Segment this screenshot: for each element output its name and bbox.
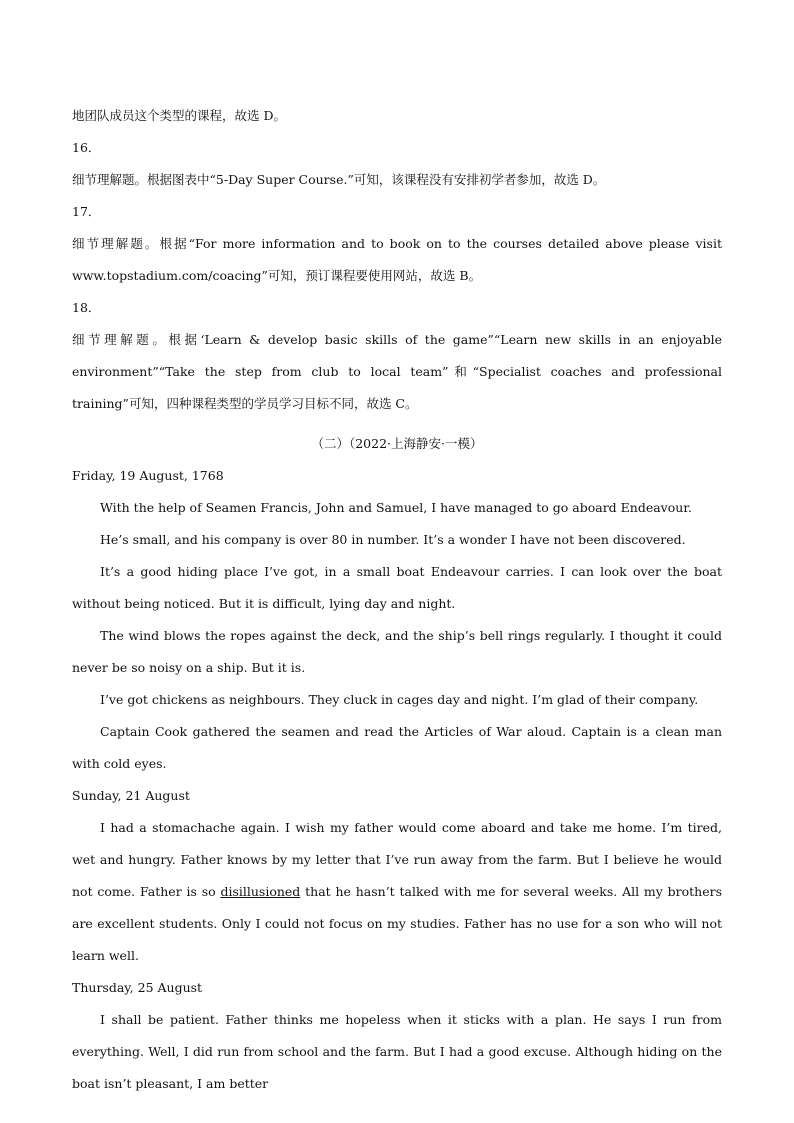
question-16-explanation: 细节理解题。根据图表中“5-Day Super Course.”可知，该课程没有安排初学者参加，故选 D。 xyxy=(72,172,606,187)
diary-paragraph-7 xyxy=(72,812,722,972)
diary-paragraph-1: With the help of Seamen Francis, John and Samuel, I have managed to go aboard Endeavour. xyxy=(100,500,692,515)
diary-paragraph-6: Captain Cook gathered the seamen and read the Articles of War aloud. Captain is a clean man with cold eyes. xyxy=(72,724,722,771)
question-16-number: 16． xyxy=(72,140,101,155)
question-18-number: 18． xyxy=(72,300,101,315)
diary-paragraph-4: The wind blows the ropes against the deck, and the ship’s bell rings regularly. I thought it could never be so noisy on a ship. But it is. xyxy=(72,628,722,675)
paragraph-7-end: that he hasn’t talked with me for several weeks. All my brothers are excellent students. Only I could not focus on my studies. Father has no use for a son who will not learn well. xyxy=(72,884,722,963)
paragraph-7-start: I had a stomachache again. I wish my father would come aboard and take me home. I’m tired, wet and hungry. Father knows by my letter that I’ve run away from the farm. But I believe he would not come. Father is so xyxy=(72,820,722,899)
document-page xyxy=(72,100,722,1100)
question-17-explanation: 细节理解题。根据“For more information and to book on to the courses detailed above please visit www.topstadium.com/coacing”可知，预订课程要使用网站，故选 B。 xyxy=(72,236,722,283)
answer-line-continuation: 地团队成员这个类型的课程，故选 D。 xyxy=(72,108,286,123)
diary-date-3: Thursday, 25 August xyxy=(72,980,203,995)
diary-paragraph-3: It’s a good hiding place I’ve got, in a small boat Endeavour carries. I can look over the boat without being noticed. But it is difficult, lying day and night. xyxy=(72,564,722,611)
diary-date-2: Sunday, 21 August xyxy=(72,788,190,803)
question-18-explanation: 细节理解题。根据‘Learn & develop basic skills of the game”“Learn new skills in an enjoyable environment”“Take the step from club to local team”和“Specialist coaches and professional training”可知，四种课程类型的学员学习目标不同，故选 C。 xyxy=(72,332,722,411)
diary-date-1: Friday, 19 August, 1768 xyxy=(72,468,224,483)
diary-paragraph-5: I’ve got chickens as neighbours. They cluck in cages day and night. I’m glad of their company. xyxy=(100,692,699,707)
diary-paragraph-8: I shall be patient. Father thinks me hopeless when it sticks with a plan. He says I run from everything. Well, I did run from school and the farm. But I had a good excuse. Although hiding on the boat isn’t pleasant, I am better xyxy=(72,1012,722,1091)
section-title: （二）（2022·上海静安·一模） xyxy=(311,436,483,451)
underlined-word: disillusioned xyxy=(220,884,301,899)
diary-paragraph-2: He’s small, and his company is over 80 in number. It’s a wonder I have not been discovered. xyxy=(100,532,686,547)
question-17-number: 17． xyxy=(72,204,101,219)
